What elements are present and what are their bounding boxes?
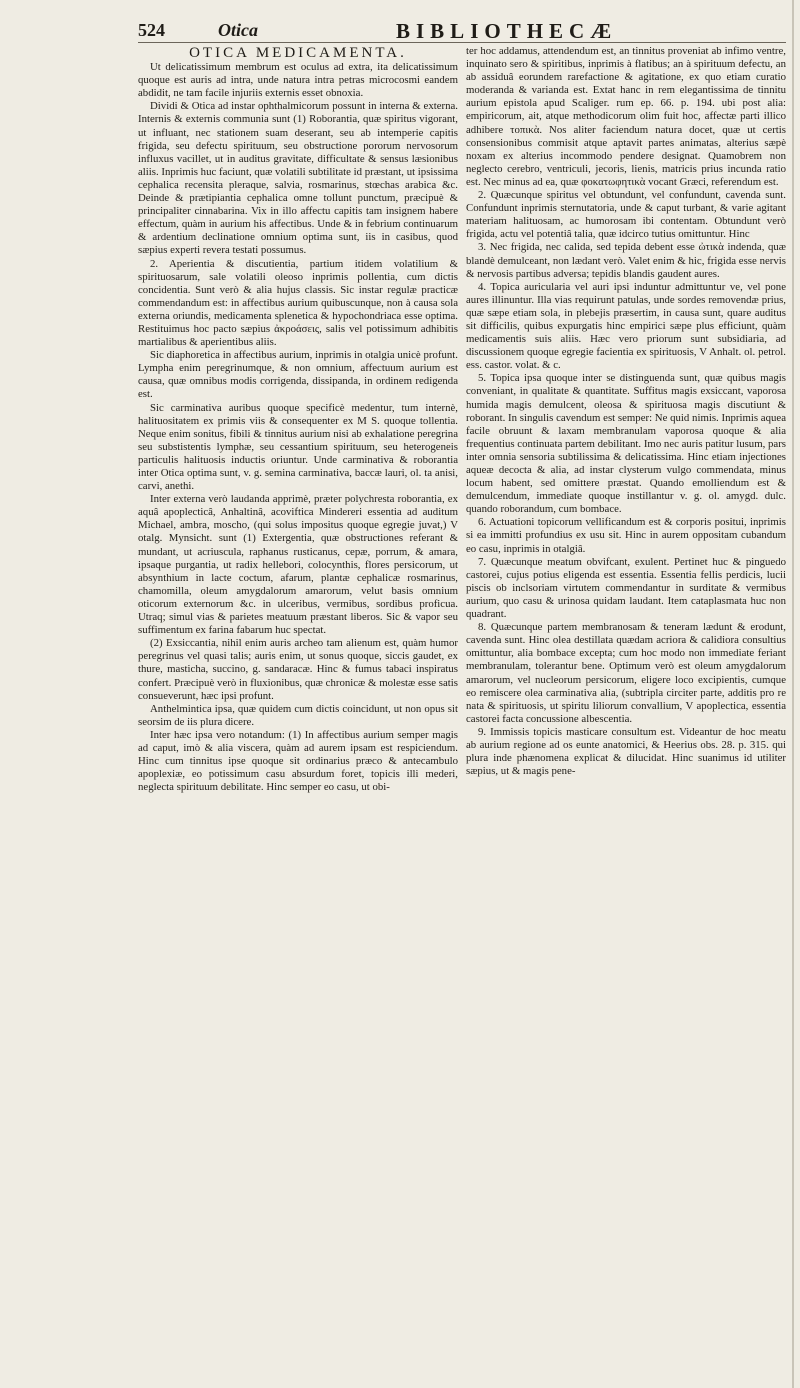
paragraph: Anthelmintica ipsa, quæ quidem cum dictis coincidunt, ut non opus sit seorsim de iis plura dicere.: [138, 702, 458, 728]
running-header: [138, 20, 786, 43]
paragraph: ter hoc addamus, attendendum est, an tinnitus proveniat ab infimo ventre, inquinato sero & spiritibus, inprimis à flatibus; an à spirituum defectu, an ab assiduâ eorundem rarefactione & agitatione, ex quo etiam curatio moderanda & varianda est. Extat hanc in rem elegantissima de tinnitu aurium epistola apud Scaliger. rum ep. 66. p. 194. ubi post alia: empiricorum, ait, atque methodicorum olim fuit hoc, affectæ parti illico adhibere τοπικὰ. Nos aliter faciendum natura docet, quæ ut certis consensionibus commisit atque aptavit partes animatas, alterius sæpè noxam ex alterius incommodo pendere designat. Quamobrem non neglecto cerebro, ventriculi, jecoris, lienis, matricis prius incunda ratio est. Nec minus ad ea, quæ φοκατωφητικὰ vocant Græci, referendum est.: [466, 45, 786, 188]
right-column: [466, 45, 786, 794]
paragraph: Dividi & Otica ad instar ophthalmicorum possunt in interna & externa. Internis & externis communia sunt (1) Roborantia, quæ spiritus vigorant, ut influant, nec stationem suam deserant, seu ab intemperie capitis frigida, seu defectu spirituum, seu obstructione pororum nervosorum influxus vacillet, ut in auditus gravitate, difficultate & sensus læsionibus aliis. Inprimis huc faciunt, quæ volatili subtilitate id præstant, ut ipsissima cephalica recensita pleraque, salvia, rosmarinus, stœchas arabica &c. Deinde & prætipiantia cephalica omne tollunt punctum, præcipuè & principaliter cinnabarina. Vix in illo affectu capitis tam insignem habere effectum, quàm in aurium his affectibus. Unde & in febrium continuarum & ardentium declinatione omnium optima sunt, iis in casibus, quod sæpius experti revera testati possumus.: [138, 100, 458, 257]
paragraph: Inter externa verò laudanda apprimè, præter polychresta roborantia, ex aquâ apoplecticâ, Anhaltinâ, acoviftica Mindereri essentia ad auditum Michael, ambra, moscho, (qui solus impositus quoque egregie juvat,) V otalg. Mynsicht. sunt (1) Extergentia, quæ obstructiones referant & mundant, ut acriuscula, raphanus rusticanus, cepæ, porrum, & amara, ipsaque purgantia, ut radix hellebori, colocynthis, flores persicorum, ut absynthium in lacte coctum, afarum, plantæ cephalicæ rosmarinus, chamomilla, oleum amygdalorum amarorum, velut basis omnium oticorum externorum &c. in ulceribus, vermibus, sordibus proficua. Utraq; simul vias & parietes meatuum præstant liberos. Sic & vapor seu suffimentum ex farina fabarum huc spectat.: [138, 493, 458, 637]
paragraph: Sic carminativa auribus quoque specificè medentur, tum internè, halituositatem ex primis viis & consequenter ex M S. quoque tollentia. Neque enim sonitus, fibili & tinnitus aurium nisi ab exhalatione peregrina seu substistentis lymphæ, seu cessantium spirituum, seu heterogeneis particulis halituosis inductis oriuntur. Unde carminativa & roborantia inter Otica optima sunt, v. g. semina carminativa, baccæ lauri, ol. ta anisi, carvi, anethi.: [138, 401, 458, 493]
paragraph: 5. Topica ipsa quoque inter se distinguenda sunt, quæ quibus magis conveniant, in qualitate & quantitate. Suffitus magis exsiccant, vaporosa humida magis demulcent, oleosa & spirituosa magis discutiunt & roborant. In singulis cavendum est semper: Ne quid nimis. Inprimis aquea facile obruunt & laxam membranulam vaporosa quoque & alia frequentius continuata partem debilitant. Imo nec auris patitur lusum, pars inter omnia sensoria subtilissima & delicatissima. Hinc etiam injectiones aqueæ decocta & alia, ad instar clysterum vulgo commendata, minus locum habent, sed omittere præstat. Quando emolliendum est & demulcendum, immediate quoque instillantur v. g. ol. amygd. dulc. quando roborandum, cum bombace.: [466, 372, 786, 516]
paragraph: Ut delicatissimum membrum est oculus ad extra, ita delicatissimum quoque est auris ad intra, unde natura intra petras microcosmi eandem abdidit, ne tam facile injuriis externis esset obnoxia.: [138, 61, 458, 100]
running-subtitle: Otica: [218, 20, 258, 40]
left-column: [138, 45, 458, 794]
paragraph: 2. Quæcunque spiritus vel obtundunt, vel confundunt, cavenda sunt. Confundunt inprimis sternutatoria, unde & caput turbant, & varie agitant materiam halituosam, ac humorosam ibi contentam. Obtundunt verò frigida, actu vel potentiâ talia, quæ idcirco tutius omittuntur. Hinc: [466, 189, 786, 241]
paragraph: Sic diaphoretica in affectibus aurium, inprimis in otalgia unicè profunt. Lympha enim peregrinumque, & non omnium, affectuum aurium est causa, quæ omnibus modis corrigenda, dissipanda, in ordinem redigenda est.: [138, 349, 458, 401]
paragraph: 9. Immissis topicis masticare consultum est. Videantur de hoc meatu ab aurium regione ad os eunte anatomici, & Heerius obs. 28. p. 315. qui plura inde phænomena explicat & dilucidat. Hinc suanimus id utiliter sæpius, ut & magis pene-: [466, 725, 786, 778]
paragraph: (2) Exsiccantia, nihil enim auris archeo tam alienum est, quàm humor peregrinus vel quasi talis; auris enim, ut sonus quoque, siccis gaudet, ex thure, masticha, succino, g. sandaracæ. Hinc & fumus tabaci inspiratus confert. Præcipuè verò in fluxionibus, quæ chronicæ & molestæ esse satis consueverunt, hæc ipsi profunt.: [138, 637, 458, 702]
paragraph: 3. Nec frigida, nec calida, sed tepida debent esse ὠτικὰ indenda, quæ blandè demulceant, non lædant verò. Valet enim & hic, frigida esse nervis & nervosis partibus adversa; tepidis blandis gaudent aures.: [466, 241, 786, 280]
paragraph: 7. Quæcunque meatum obvifcant, exulent. Pertinet huc & pinguedo castorei, cujus potius eligenda est essentia. Essentia fellis perdicis, lucii piscis ob inclsoriam virtutem commendantur in surditate & vermibus aurium, quo casu & urinosa quidam laudant. Item cataplasmata huc non quadrant.: [466, 555, 786, 621]
paragraph: 6. Actuationi topicorum vellificandum est & corporis positui, inprimis si ea immitti profundius ex usu sit. Hinc in aurem oppositam cubandum eo casu, inprimis in otalgiâ.: [466, 516, 786, 555]
text-columns: [138, 45, 786, 794]
paragraph: 2. Aperientia & discutientia, partium itidem volatilium & spirituosarum, sale volatili oleoso inprimis pollentia, cum dictis concidentia. Sunt verò & alia hujus classis. Sic instar regulæ practicæ commendandum est: in affectibus aurium quibuscunque, non à causa sola externa oriundis, medicamenta splenetica & hypochondriaca esse optima. Restituimus hoc pacto sæpius ἀκροάσεις, salis vel potissimum adhibitis martialibus & aperientibus aliis.: [138, 257, 458, 349]
paragraph: Inter hæc ipsa vero notandum: (1) In affectibus aurium semper magis ad caput, imò & alia viscera, quàm ad aurem ipsam est respiciendum. Hinc cum tinnitus ipse quoque sit ordinarius præco & antecambulo apoplexiæ, eo potissimum casu absurdum foret, topicis illi mederi, neglecta spirituum debilitate. Hinc semper eo casu, ut obi-: [138, 728, 458, 794]
running-title: BIBLIOTHECÆ: [396, 19, 618, 43]
paragraph: 8. Quæcunque partem membranosam & teneram lædunt & erodunt, cavenda sunt. Hinc olea destillata quædam acriora & calidiora consultius omittuntur, alia bombace excepta; cum hoc modo non immediate feriant membranulam, tolerantur bene. Optimum verò est oleum amygdalorum amarorum, vel nucleorum persicorum, eligere loco excipientis, cumque eo remiscere olea carminativa alia, (subtripla circiter parte, additis pro re nata & spirituosis, ut spiritu liliorum convallium, V apoplectica, essentia castorei facta concussione albescentia.: [466, 621, 786, 725]
section-title: OTICA MEDICAMENTA.: [189, 45, 407, 61]
page-edge: [792, 0, 794, 1388]
paragraph: 4. Topica auricularia vel auri ipsi induntur admittuntur ve, vel pone aures illinuntur. Illa vias requirunt patulas, unde sordes removendæ prius, quæ sæpe etiam sola, in plebejis præsertim, in causa sunt, quare auditus sit difficilis, quibus expurgatis hinc empirici sæpe plus efficiunt, quàm medicamentis suis aliis. Hæc vero priorum sunt subsidiaria, ad discussionem quoque egregie facientia ex spirituosis, V Anhalt. ol. petrol. ess. castor. volat. & c.: [466, 280, 786, 372]
page-number: 524: [138, 20, 165, 40]
